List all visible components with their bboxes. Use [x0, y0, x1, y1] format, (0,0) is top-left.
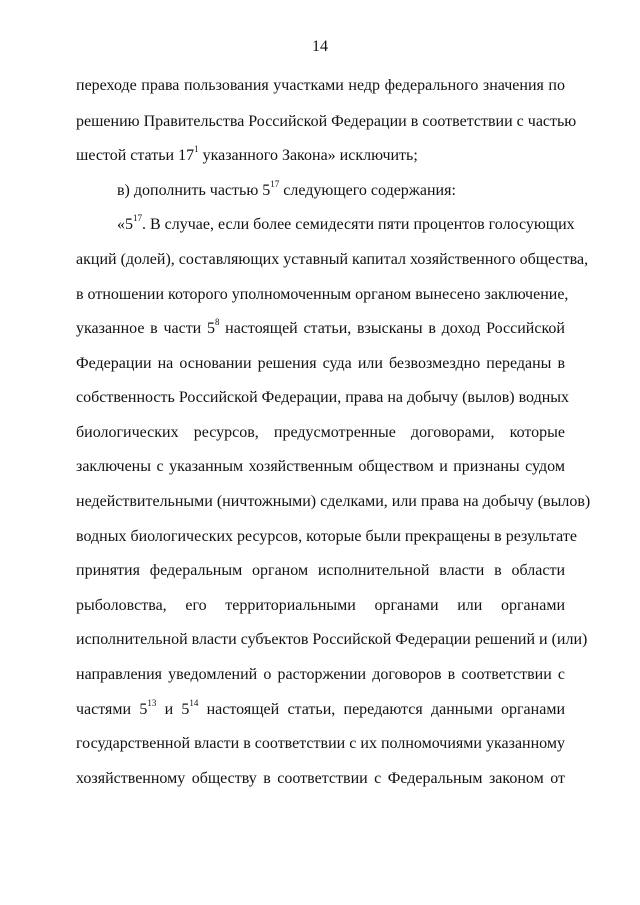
- text-line: рыболовства, его территориальными органами или органами: [76, 597, 565, 614]
- text-line: частями $5^{13}$ и $5^{14}$ настоящей статьи, передаются данными органами: [76, 697, 566, 718]
- text-line: биологических ресурсов, предусмотренные договорами, которые: [76, 424, 565, 441]
- text-line: в) дополнить частью $5^{17}$ следующего содержания:: [117, 178, 456, 199]
- text-line: принятия федеральным органом исполнительной власти в области: [76, 562, 565, 579]
- page-number: 14: [312, 38, 328, 55]
- superscript: 14: [189, 697, 199, 708]
- text-line: шестой статьи $17^1$ указанного Закона» исключить;: [76, 143, 418, 164]
- text-line: собственность Российской Федерации, права на добычу (вылов) водных: [76, 389, 570, 406]
- text-line: хозяйственному обществу в соответствии с Федеральным законом от: [76, 770, 565, 787]
- superscript: 13: [147, 697, 157, 708]
- superscript: 8: [214, 316, 220, 327]
- superscript: 17: [133, 212, 142, 223]
- superscript: 17: [270, 178, 280, 189]
- text-line: переходе права пользования участками недр федерального значения по: [76, 77, 565, 94]
- text-line: государственной власти в соответствии с их полномочиями указанному: [76, 735, 565, 752]
- text-line: указанное в части $5^8$ настоящей статьи, взысканы в доход Российской: [76, 316, 565, 337]
- text-line: акций (долей), составляющих уставный капитал хозяйственного общества,: [76, 251, 589, 268]
- text-line: недействительными (ничтожными) сделками, или права на добычу (вылов): [76, 493, 591, 510]
- text-line: решению Правительства Российской Федерации в соответствии с частью: [76, 113, 577, 130]
- text-line: исполнительной власти субъектов Российской Федерации решений и (или): [76, 631, 588, 648]
- text-line: Федерации на основании решения суда или безвозмездно переданы в: [76, 355, 565, 372]
- text-line: направления уведомлений о расторжении договоров в соответствии с: [76, 666, 565, 683]
- text-line: заключены с указанным хозяйственным обществом и признаны судом: [76, 458, 565, 475]
- superscript: 1: [194, 143, 199, 154]
- text-line: водных биологических ресурсов, которые были прекращены в результате: [76, 528, 577, 545]
- text-line: в отношении которого уполномоченным органом вынесено заключение,: [76, 286, 569, 303]
- text-line: «$5^{17}$. В случае, если более семидесяти пяти процентов голосующих: [117, 212, 575, 233]
